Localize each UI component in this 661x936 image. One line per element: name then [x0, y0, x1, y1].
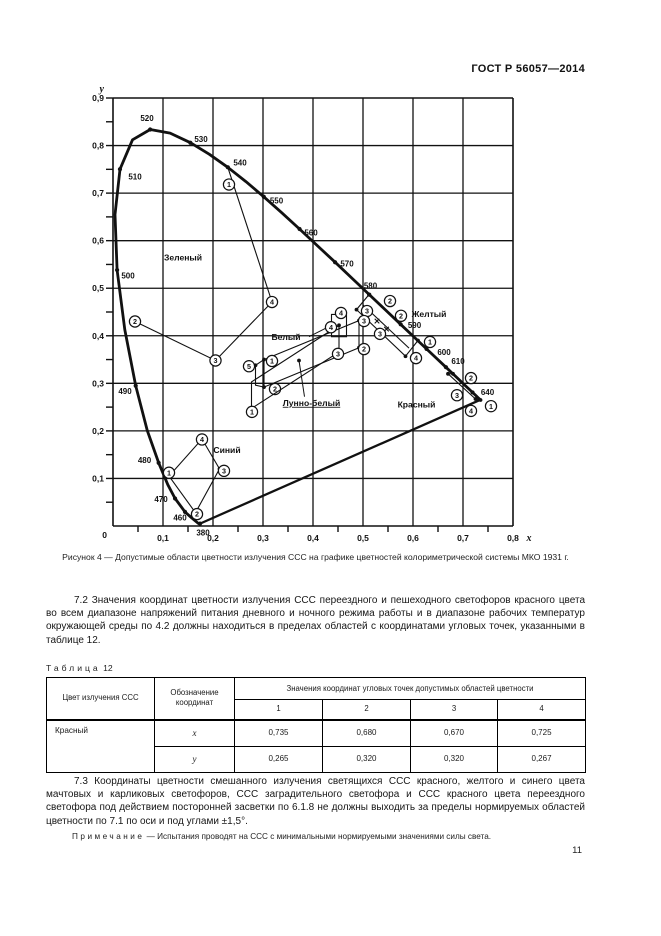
svg-text:0,6: 0,6: [407, 533, 419, 543]
col-header-group: Значения координат угловых точек допустимых областей цветности: [235, 678, 586, 700]
table-title: [46, 663, 113, 673]
svg-text:1: 1: [489, 401, 493, 411]
svg-text:1: 1: [167, 468, 171, 478]
svg-text:2: 2: [469, 373, 473, 383]
table-row-x: [47, 720, 586, 747]
svg-text:0,9: 0,9: [92, 93, 104, 103]
cell-coord-x: x: [155, 720, 235, 747]
svg-text:1: 1: [270, 356, 274, 366]
note-label: Примечание: [72, 832, 145, 841]
svg-text:3: 3: [378, 329, 382, 339]
cell-coord-y: y: [155, 746, 235, 772]
svg-text:1: 1: [428, 337, 432, 347]
svg-text:0,5: 0,5: [92, 283, 104, 294]
paragraph-7-3: [46, 775, 585, 828]
region-label: Лунно-белый: [282, 397, 341, 408]
region-label: Желтый: [411, 308, 447, 319]
chart-canvas: [78, 80, 548, 550]
svg-text:у: у: [99, 84, 104, 95]
svg-text:0,7: 0,7: [92, 188, 104, 199]
svg-text:610: 610: [451, 356, 465, 366]
svg-text:480: 480: [137, 455, 152, 465]
svg-text:590: 590: [407, 320, 422, 330]
svg-text:570: 570: [340, 259, 354, 269]
svg-text:4: 4: [339, 308, 343, 318]
svg-text:380: 380: [196, 528, 210, 538]
col-header-point-1: 1: [235, 700, 323, 720]
col-header-color: Цвет излучения ССС: [47, 678, 155, 720]
svg-text:510: 510: [128, 172, 142, 182]
svg-text:2: 2: [388, 296, 392, 306]
paragraph-7-2: [46, 594, 585, 647]
svg-text:3: 3: [455, 390, 459, 400]
document-header: ГОСТ Р 56057—2014: [471, 63, 585, 75]
svg-text:530: 530: [194, 134, 208, 144]
figure-caption: Рисунок 4 — Допустимые области цветности излучения ССС на графике цветностей колориметрической системы МКО 1931 г.: [62, 552, 569, 562]
region-label: Белый: [271, 332, 301, 343]
purple-boundary-line: [200, 397, 480, 524]
table-12: [46, 677, 586, 773]
svg-text:0,3: 0,3: [257, 533, 269, 543]
svg-text:2: 2: [195, 509, 199, 519]
cell-x-3: 0,670: [411, 720, 498, 747]
svg-text:5: 5: [247, 361, 251, 371]
svg-text:2: 2: [399, 311, 403, 321]
cell-color-name: Красный: [47, 720, 155, 773]
cell-y-2: 0,320: [323, 746, 411, 772]
table-title-word: Таблица: [46, 663, 101, 673]
cell-x-1: 0,735: [235, 720, 323, 747]
chromaticity-figure: [78, 80, 548, 550]
col-header-point-3: 3: [411, 700, 498, 720]
cell-y-3: 0,320: [411, 746, 498, 772]
col-header-point-2: 2: [323, 700, 411, 720]
svg-text:4: 4: [200, 435, 204, 445]
svg-text:560: 560: [304, 228, 318, 238]
col-header-coord: Обозначение координат: [155, 678, 235, 720]
svg-text:0,8: 0,8: [507, 533, 519, 543]
svg-text:0,2: 0,2: [92, 425, 104, 436]
svg-text:500: 500: [121, 271, 135, 281]
cell-y-4: 0,267: [498, 746, 586, 772]
svg-text:3: 3: [222, 466, 226, 476]
svg-text:3: 3: [365, 306, 369, 316]
region-label: Зеленый: [163, 252, 203, 263]
note-text: — Испытания проводят на ССС с минимальными нормируемыми значениями силы света.: [146, 832, 492, 841]
svg-text:0,5: 0,5: [357, 533, 369, 543]
page-number: 11: [572, 845, 582, 856]
cell-x-4: 0,725: [498, 720, 586, 747]
spectral-locus: [115, 130, 480, 524]
svg-text:0: 0: [102, 530, 107, 540]
svg-text:460: 460: [173, 513, 187, 523]
svg-text:550: 550: [269, 196, 284, 206]
svg-text:0,8: 0,8: [92, 140, 104, 151]
svg-text:0,2: 0,2: [207, 533, 219, 543]
svg-text:0,4: 0,4: [92, 330, 104, 341]
svg-text:2: 2: [362, 344, 366, 354]
svg-text:3: 3: [336, 349, 340, 359]
svg-text:0,3: 0,3: [92, 378, 104, 389]
svg-text:0,7: 0,7: [457, 533, 469, 543]
svg-text:0,6: 0,6: [92, 235, 104, 246]
svg-text:0,4: 0,4: [307, 533, 319, 543]
svg-text:0,1: 0,1: [157, 533, 169, 543]
svg-text:х: х: [526, 533, 532, 544]
svg-text:3: 3: [213, 356, 218, 366]
svg-text:2: 2: [133, 317, 137, 327]
svg-text:3: 3: [362, 316, 366, 326]
svg-text:520: 520: [140, 113, 154, 123]
region-3: [243, 307, 369, 394]
region-label: Красный: [397, 399, 436, 410]
svg-text:470: 470: [154, 494, 168, 504]
region-6: [163, 434, 241, 523]
region-label: Синий: [213, 444, 241, 455]
svg-text:4: 4: [329, 322, 333, 332]
svg-text:490: 490: [118, 386, 132, 396]
cell-x-2: 0,680: [323, 720, 411, 747]
svg-text:4: 4: [270, 297, 274, 307]
svg-text:580: 580: [363, 281, 378, 291]
note: [46, 831, 585, 842]
svg-text:4: 4: [469, 406, 473, 416]
svg-text:1: 1: [250, 407, 254, 417]
table-title-number: 12: [103, 663, 113, 673]
col-header-point-4: 4: [498, 700, 586, 720]
svg-text:540: 540: [233, 158, 247, 168]
paragraph-7-3-text: 7.3 Координаты цветности смешанного излучения светящихся ССС красного, желтого и синего цвета мачтовых и карликовых светофоров, ССС заградительного светофора и ССС красного цвета переездного светофора под действием посторонней засветки по 6.1.8 не должны выходить за пределы нормируемых областей цветности по 7.1 по оси и под углами ±1,5°.: [46, 776, 585, 827]
svg-text:0,1: 0,1: [92, 473, 104, 484]
svg-text:2: 2: [273, 384, 277, 394]
svg-text:640: 640: [480, 387, 495, 397]
svg-text:1: 1: [227, 180, 231, 190]
cell-y-1: 0,265: [235, 746, 323, 772]
paragraph-7-2-text: 7.2 Значения координат цветности излучения ССС переездного и пешеходного светофоров красного цвета во всем диапазоне напряжений питания дневного и ночного режима работы и в диапазоне рабочих температур окружающей среды по 4.2 должны находиться в пределах областей с координатами угловых точек, указанными в таблице 12.: [46, 595, 585, 646]
svg-text:600: 600: [437, 347, 451, 357]
chart-grid: [113, 98, 513, 526]
svg-text:4: 4: [414, 353, 418, 363]
